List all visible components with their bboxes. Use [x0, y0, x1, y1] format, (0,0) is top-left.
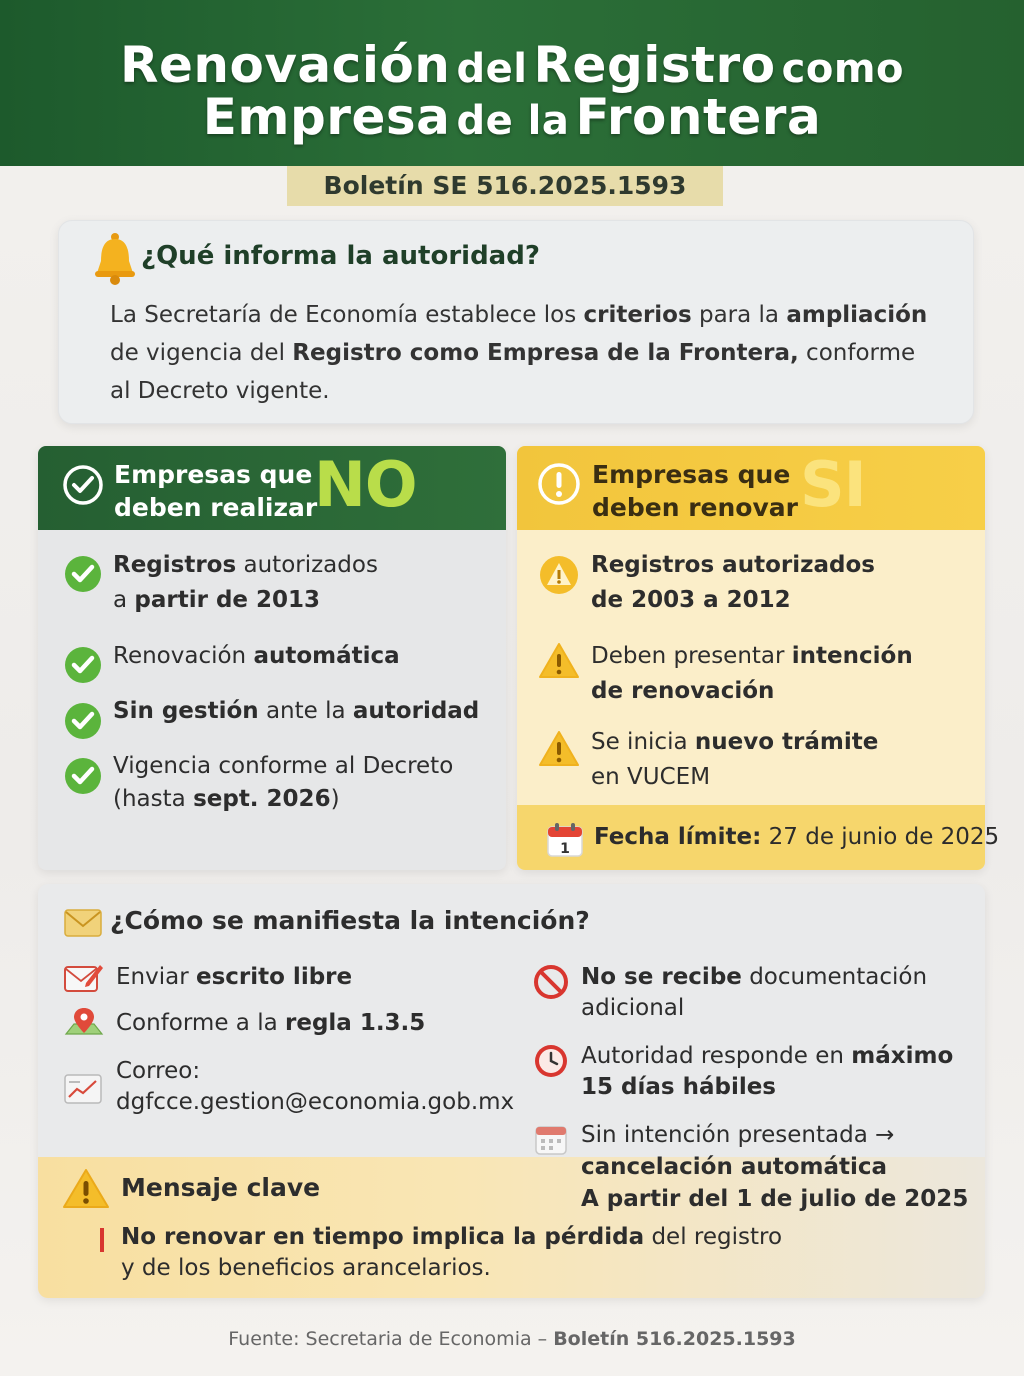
key-bold: No renovar en tiempo implica la pérdida: [121, 1224, 645, 1250]
title-word: del: [456, 46, 528, 92]
key-text-part: del registro: [644, 1224, 783, 1250]
si-title-line: deben renovar: [592, 493, 798, 522]
warning-triangle-icon: [538, 730, 580, 768]
title-word: de la: [456, 98, 570, 144]
si-item-3: [591, 725, 878, 795]
item-text: a: [113, 587, 135, 613]
title-word: como: [781, 46, 904, 92]
item-text: Autoridad responde en: [581, 1043, 852, 1069]
warning-circle-icon: [539, 555, 579, 595]
no-item-4: [113, 750, 453, 816]
info-text: [110, 296, 940, 410]
item-bold: regla 1.3.5: [285, 1010, 426, 1036]
svg-text:1: 1: [560, 841, 570, 857]
si-item-1: [591, 548, 875, 618]
no-item-2: [113, 639, 400, 674]
item-bold: sept. 2026: [193, 786, 331, 812]
info-text-bold: ampliación: [786, 302, 928, 328]
item-text: en VUCEM: [591, 764, 711, 790]
si-item-2: [591, 639, 913, 709]
deadline-text: [594, 824, 999, 850]
item-text: Enviar: [116, 964, 196, 990]
title-word: Renovación: [119, 36, 451, 94]
item-text: ante la: [258, 698, 353, 724]
clock-icon: [533, 1043, 569, 1079]
item-bold: No se recibe: [581, 964, 742, 990]
email-address[interactable]: dgfcce.gestion@economia.gob.mx: [116, 1089, 515, 1115]
title-word: Empresa: [202, 88, 451, 146]
warning-triangle-icon: [62, 1168, 110, 1210]
title-line-2: [0, 88, 1024, 146]
item-bold: de 2003 a 2012: [591, 587, 791, 613]
si-big-label: SI: [800, 448, 866, 521]
item-text: Deben presentar: [591, 643, 792, 669]
item-bold: intención: [791, 643, 913, 669]
warning-triangle-icon: [538, 642, 580, 680]
item-bold: A partir del 1 de julio de 2025: [581, 1186, 969, 1212]
check-icon: [64, 757, 102, 795]
item-text: Renovación: [113, 643, 254, 669]
item-text: autorizados: [236, 552, 378, 578]
info-text-bold: Registro como Empresa de la Frontera,: [292, 340, 799, 366]
item-bold: automática: [253, 643, 400, 669]
info-text-bold: criterios: [583, 302, 692, 328]
no-column-title: [114, 458, 317, 524]
key-accent-bar: [100, 1228, 104, 1252]
info-question: ¿Qué informa la autoridad?: [141, 241, 540, 271]
mail-chart-icon: [64, 1073, 102, 1105]
no-item-1: [113, 548, 378, 618]
item-bold: cancelación automática: [581, 1154, 888, 1180]
si-title-line: Empresas que: [592, 460, 791, 489]
key-message-text: [121, 1222, 782, 1284]
item-bold: Registros: [113, 552, 237, 578]
item-bold: Registros autorizados: [591, 552, 875, 578]
key-message-title: Mensaje clave: [121, 1173, 321, 1202]
item-text: Sin intención presentada →: [581, 1122, 895, 1148]
footer-text: Fuente: Secretaria de Economia –: [228, 1328, 554, 1350]
item-text: documentación: [741, 964, 928, 990]
info-text-part: para la: [691, 302, 787, 328]
info-text-part: de vigencia del: [110, 340, 293, 366]
item-bold: nuevo trámite: [694, 729, 879, 755]
calendar-icon: [546, 822, 584, 858]
no-big-label: NO: [314, 448, 417, 521]
manifest-question: ¿Cómo se manifiesta la intención?: [110, 906, 590, 935]
item-bold: escrito libre: [195, 964, 353, 990]
no-title-line: Empresas que: [114, 460, 313, 489]
deadline-label: Fecha límite:: [594, 824, 762, 850]
footer-source: [0, 1328, 1024, 1350]
bulletin-badge: Boletín SE 516.2025.1593: [287, 166, 723, 206]
letter-pen-icon: [64, 961, 104, 993]
title-word: Registro: [533, 36, 776, 94]
manifest-right-2: [581, 1041, 953, 1103]
title-word: Frontera: [575, 88, 822, 146]
manifest-left-3: [116, 1056, 514, 1118]
key-text-part: y de los beneficios arancelarios.: [121, 1255, 491, 1281]
item-bold: Sin gestión: [113, 698, 259, 724]
check-icon: [64, 555, 102, 593]
prohibited-icon: [533, 964, 569, 1000]
title-line-1: [0, 36, 1024, 94]
bell-icon: [92, 231, 138, 285]
manifest-right-3: [581, 1119, 968, 1215]
si-column-title: [592, 458, 798, 524]
manifest-left-1: [116, 962, 352, 993]
item-text: ): [330, 786, 340, 812]
item-bold: de renovación: [591, 678, 775, 704]
item-text: Correo:: [116, 1058, 201, 1084]
item-text: adicional: [581, 995, 685, 1021]
exclamation-circle-icon: [537, 462, 581, 506]
manifest-right-1: [581, 962, 927, 1024]
item-text: Vigencia conforme al Decreto: [113, 753, 454, 779]
location-pin-icon: [64, 1006, 104, 1038]
footer-bold: Boletín 516.2025.1593: [553, 1328, 796, 1350]
envelope-icon: [64, 908, 102, 938]
info-text-part: conforme al Decreto vigente.: [110, 340, 916, 404]
deadline-value: 27 de junio de 2025: [761, 824, 1000, 850]
item-bold: máximo: [851, 1043, 954, 1069]
item-text: (hasta: [113, 786, 194, 812]
item-bold: autoridad: [352, 698, 480, 724]
item-bold: partir de 2013: [134, 587, 321, 613]
item-bold: 15 días hábiles: [581, 1074, 776, 1100]
calendar-small-icon: [534, 1122, 568, 1156]
item-text: Se inicia: [591, 729, 695, 755]
no-item-3: [113, 694, 479, 729]
check-icon: [64, 702, 102, 740]
check-icon: [64, 646, 102, 684]
check-circle-icon: [62, 464, 104, 506]
no-title-line: deben realizar: [114, 493, 318, 522]
item-text: Conforme a la: [116, 1010, 285, 1036]
info-text-part: La Secretaría de Economía establece los: [110, 302, 584, 328]
page-header: [0, 0, 1024, 166]
manifest-left-2: [116, 1008, 425, 1039]
